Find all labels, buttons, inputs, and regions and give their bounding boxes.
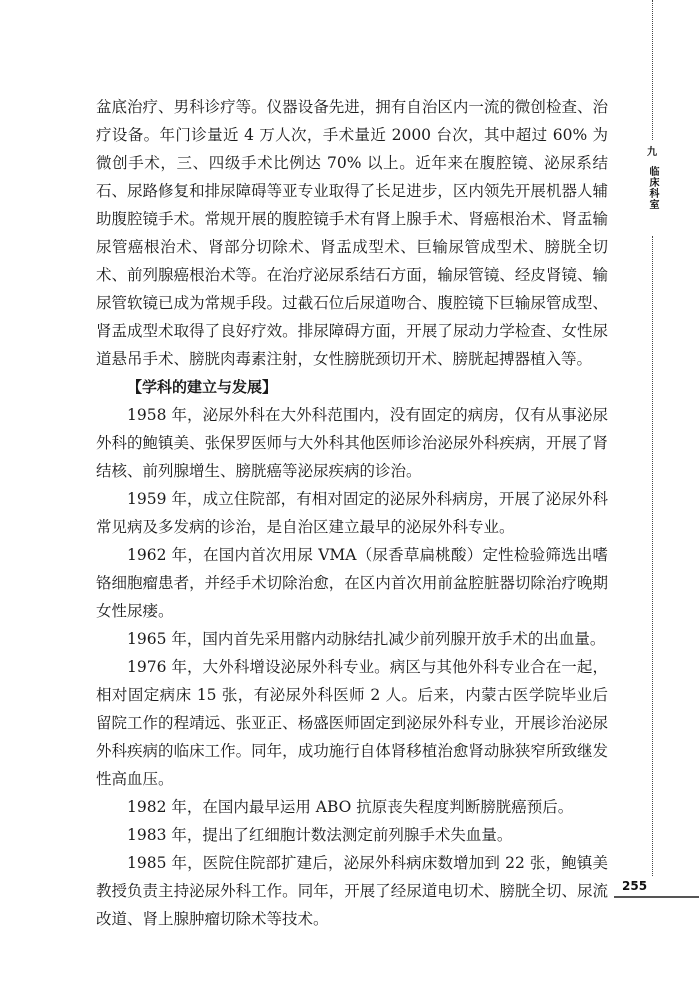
chapter-side-label xyxy=(644,146,660,210)
history-paragraph-1985: 1985 年，医院住院部扩建后，泌尿外科病床数增加到 22 张，鲍镇美教授负责主持泌尿外科工作。同年，开展了经尿道电切术、膀胱全切、尿流改道、肾上腺肿瘤切除术等技术。 xyxy=(96,854,608,928)
chapter-title: 临床科室 xyxy=(647,166,658,210)
history-paragraph-1958: 1958 年，泌尿外科在大外科范围内，没有固定的病房，仅有从事泌尿外科的鲍镇美、张保罗医师与大外科其他医师诊治泌尿外科疾病，开展了肾结核、前列腺增生、膀胱癌等泌尿疾病的诊治。 xyxy=(96,406,608,480)
history-paragraph-1962: 1962 年，在国内首次用尿 VMA（尿香草扁桃酸）定性检验筛选出嗜铬细胞瘤患者，并经手术切除治愈，在区内首次用前盆腔脏器切除治疗晚期女性尿瘘。 xyxy=(96,546,608,620)
section-heading: 【学科的建立与发展】 xyxy=(127,378,278,396)
history-paragraph-1965: 1965 年，国内首先采用髂内动脉结扎减少前列腺开放手术的出血量。 xyxy=(127,630,606,648)
chapter-number: 九 xyxy=(647,147,657,158)
history-paragraph-1983: 1983 年，提出了红细胞计数法测定前列腺手术失血量。 xyxy=(127,826,513,844)
margin-dotted-line-bottom xyxy=(652,236,653,876)
page-number: 255 xyxy=(622,879,648,893)
page-number-rule xyxy=(614,896,699,898)
history-paragraph-1982: 1982 年，在国内最早运用 ABO 抗原丧失程度判断膀胱癌预后。 xyxy=(127,798,574,816)
page-body xyxy=(96,93,608,933)
margin-dotted-line-top xyxy=(652,0,653,140)
history-paragraph-1959: 1959 年，成立住院部，有相对固定的泌尿外科病房，开展了泌尿外科常见病及多发病的诊治，是自治区建立最早的泌尿外科专业。 xyxy=(96,490,608,536)
intro-paragraph: 盆底治疗、男科诊疗等。仪器设备先进，拥有自治区内一流的微创检查、治疗设备。年门诊量近 4 万人次，手术量近 2000 台次，其中超过 60% 为微创手术，三、四级手术比例达 70% 以上。近年来在腹腔镜、泌尿系结石、尿路修复和排尿障碍等亚专业取得了长足进步，区内领先开展机器人辅助腹腔镜手术。常规开展的腹腔镜手术有肾上腺手术、肾癌根治术、肾盂输尿管癌根治术、肾部分切除术、肾盂成型术、巨输尿管成型术、膀胱全切术、前列腺癌根治术等。在治疗泌尿系结石方面，输尿管镜、经皮肾镜、输尿管软镜已成为常规手段。过截石位后尿道吻合、腹腔镜下巨输尿管成型、肾盂成型术取得了良好疗效。排尿障碍方面，开展了尿动力学检查、女性尿道悬吊手术、膀胱肉毒素注射，女性膀胱颈切开术、膀胱起搏器植入等。 xyxy=(96,98,608,368)
history-paragraph-1976: 1976 年，大外科增设泌尿外科专业。病区与其他外科专业合在一起，相对固定病床 15 张，有泌尿外科医师 2 人。后来，内蒙古医学院毕业后留院工作的程靖远、张亚正、杨盛医师固定到泌尿外科专业，开展诊治泌尿外科疾病的临床工作。同年，成功施行自体肾移植治愈肾动脉狭窄所致继发性高血压。 xyxy=(96,658,608,788)
